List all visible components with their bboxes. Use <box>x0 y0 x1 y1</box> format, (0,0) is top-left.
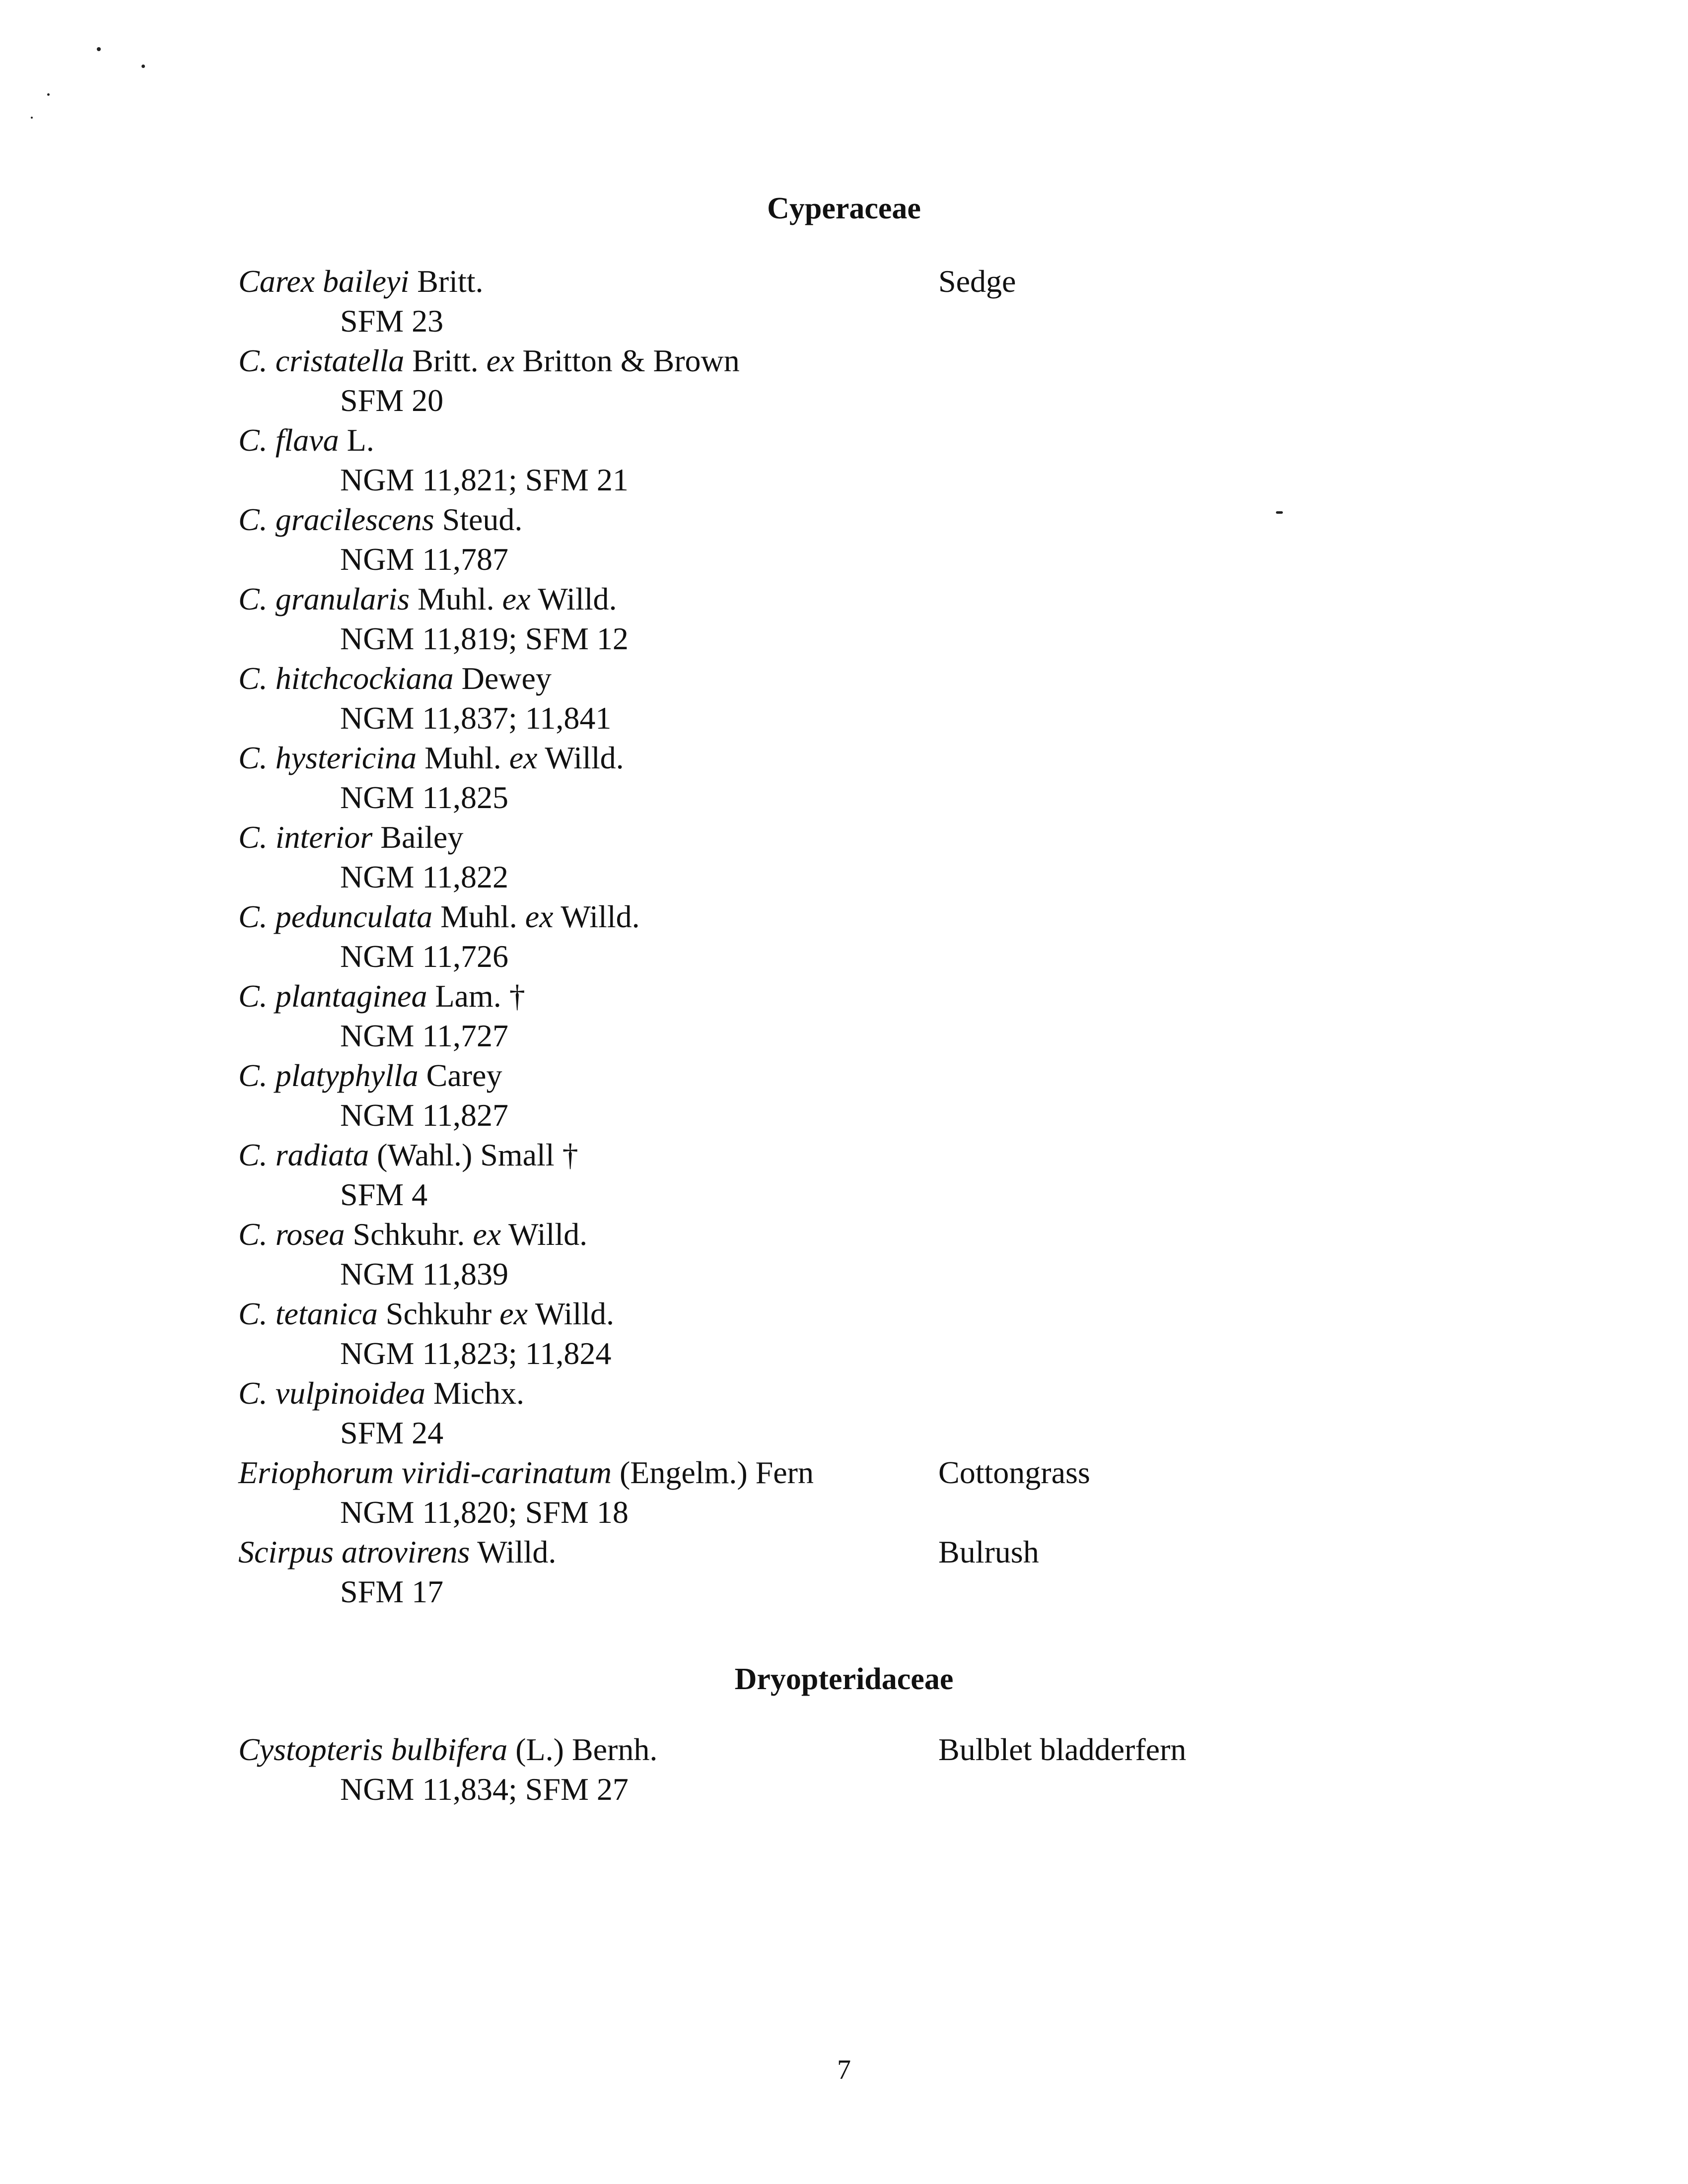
author-citation: L. <box>339 422 374 458</box>
page-number: 7 <box>837 2054 851 2085</box>
specimen-numbers: NGM 11,819; SFM 12 <box>340 621 629 656</box>
species-entry <box>238 818 1430 897</box>
species-name-line <box>238 1453 1430 1493</box>
species-name-line <box>238 1135 1430 1175</box>
species-entry <box>238 1294 1430 1373</box>
author-citation: Bailey <box>372 819 464 855</box>
specimen-numbers: NGM 11,822 <box>340 859 508 894</box>
species-entry <box>238 1135 1430 1215</box>
author-citation: Steud. <box>434 502 523 537</box>
scientific-name: C. flava <box>238 422 339 458</box>
common-name: Sedge <box>938 264 1016 299</box>
species-name-line <box>238 976 1430 1016</box>
author-citation: (L.) Bernh. <box>507 1732 658 1767</box>
author-citation: Willd. <box>470 1534 557 1570</box>
scientific-name: C. radiata <box>238 1137 369 1172</box>
scan-speck <box>47 93 50 96</box>
scientific-name: C. vulpinoidea <box>238 1375 425 1411</box>
species-entry <box>238 1453 1430 1532</box>
species-name-line <box>238 818 1430 857</box>
scientific-name: C. gracilescens <box>238 502 434 537</box>
scientific-name: C. tetanica <box>238 1296 378 1331</box>
species-name-line <box>238 1532 1430 1572</box>
specimen-numbers: SFM 17 <box>340 1574 444 1609</box>
species-entry <box>238 897 1430 976</box>
species-list-dryopteridaceae <box>238 1730 1430 1809</box>
scientific-name: C. plantaginea <box>238 978 427 1014</box>
scan-speck <box>31 117 33 119</box>
species-name-line <box>238 1056 1430 1095</box>
specimen-numbers: NGM 11,820; SFM 18 <box>340 1495 629 1530</box>
specimen-numbers: NGM 11,837; 11,841 <box>340 700 612 736</box>
specimen-numbers: NGM 11,821; SFM 21 <box>340 462 629 497</box>
species-entry <box>238 1373 1430 1453</box>
author-citation: Michx. <box>425 1375 524 1411</box>
species-name-line <box>238 1373 1430 1413</box>
author-citation: Muhl. ex Willd. <box>417 740 624 775</box>
species-name-line <box>238 1294 1430 1334</box>
species-name-line <box>238 738 1430 778</box>
scan-speck <box>97 47 101 51</box>
species-name-line <box>238 420 1430 460</box>
species-list-cyperaceae <box>238 262 1430 1612</box>
species-entry <box>238 1056 1430 1135</box>
scientific-name: C. hitchcockiana <box>238 661 454 696</box>
author-citation: Muhl. ex Willd. <box>432 899 640 934</box>
scan-speck <box>141 65 145 68</box>
specimen-numbers: SFM 20 <box>340 383 444 418</box>
species-name-line <box>238 1730 1430 1770</box>
author-citation: Carey <box>418 1058 502 1093</box>
specimen-numbers: NGM 11,839 <box>340 1256 508 1292</box>
specimen-numbers: SFM 24 <box>340 1415 444 1450</box>
species-name-line <box>238 341 1430 381</box>
common-name: Bulrush <box>938 1534 1039 1570</box>
scientific-name: C. hystericina <box>238 740 417 775</box>
scientific-name: C. interior <box>238 819 373 855</box>
species-entry <box>238 341 1430 420</box>
species-entry <box>238 1730 1430 1809</box>
specimen-numbers: NGM 11,834; SFM 27 <box>340 1772 629 1807</box>
author-citation: Lam. † <box>427 978 525 1014</box>
species-entry <box>238 976 1430 1056</box>
scientific-name: C. rosea <box>238 1217 345 1252</box>
author-citation: (Engelm.) Fern <box>611 1455 814 1490</box>
species-entry <box>238 1532 1430 1612</box>
species-name-line <box>238 1215 1430 1254</box>
family-heading-dryopteridaceae: Dryopteridaceae <box>734 1662 954 1696</box>
scientific-name: Cystopteris bulbifera <box>238 1732 508 1767</box>
species-entry <box>238 659 1430 738</box>
scientific-name: Carex baileyi <box>238 264 410 299</box>
author-citation: Muhl. ex Willd. <box>409 581 617 616</box>
scientific-name: C. platyphylla <box>238 1058 419 1093</box>
scientific-name: C. pedunculata <box>238 899 433 934</box>
species-name-line <box>238 897 1430 937</box>
species-name-line <box>238 659 1430 698</box>
specimen-numbers: NGM 11,823; 11,824 <box>340 1336 612 1371</box>
author-citation: Britt. ex Britton & Brown <box>404 343 740 378</box>
specimen-numbers: NGM 11,825 <box>340 780 508 815</box>
species-entry <box>238 579 1430 659</box>
species-entry <box>238 500 1430 579</box>
specimen-numbers: NGM 11,727 <box>340 1018 508 1053</box>
species-name-line <box>238 500 1430 540</box>
scientific-name: Scirpus atrovirens <box>238 1534 470 1570</box>
scientific-name: Eriophorum viridi-carinatum <box>238 1455 612 1490</box>
family-heading-cyperaceae: Cyperaceae <box>767 192 921 225</box>
species-entry <box>238 1215 1430 1294</box>
scientific-name: C. granularis <box>238 581 410 616</box>
species-entry <box>238 738 1430 818</box>
author-citation: (Wahl.) Small † <box>369 1137 578 1172</box>
specimen-numbers: NGM 11,787 <box>340 542 508 577</box>
author-citation: Britt. <box>409 264 484 299</box>
species-name-line <box>238 579 1430 619</box>
specimen-numbers: SFM 4 <box>340 1177 428 1212</box>
species-entry <box>238 262 1430 341</box>
specimen-numbers: NGM 11,827 <box>340 1097 508 1133</box>
author-citation: Dewey <box>453 661 552 696</box>
common-name: Cottongrass <box>938 1455 1090 1490</box>
species-name-line <box>238 262 1430 301</box>
specimen-numbers: SFM 23 <box>340 303 444 339</box>
species-entry <box>238 420 1430 500</box>
author-citation: Schkuhr ex Willd. <box>377 1296 614 1331</box>
scientific-name: C. cristatella <box>238 343 405 378</box>
common-name: Bulblet bladderfern <box>938 1732 1187 1767</box>
specimen-numbers: NGM 11,726 <box>340 939 508 974</box>
author-citation: Schkuhr. ex Willd. <box>345 1217 588 1252</box>
